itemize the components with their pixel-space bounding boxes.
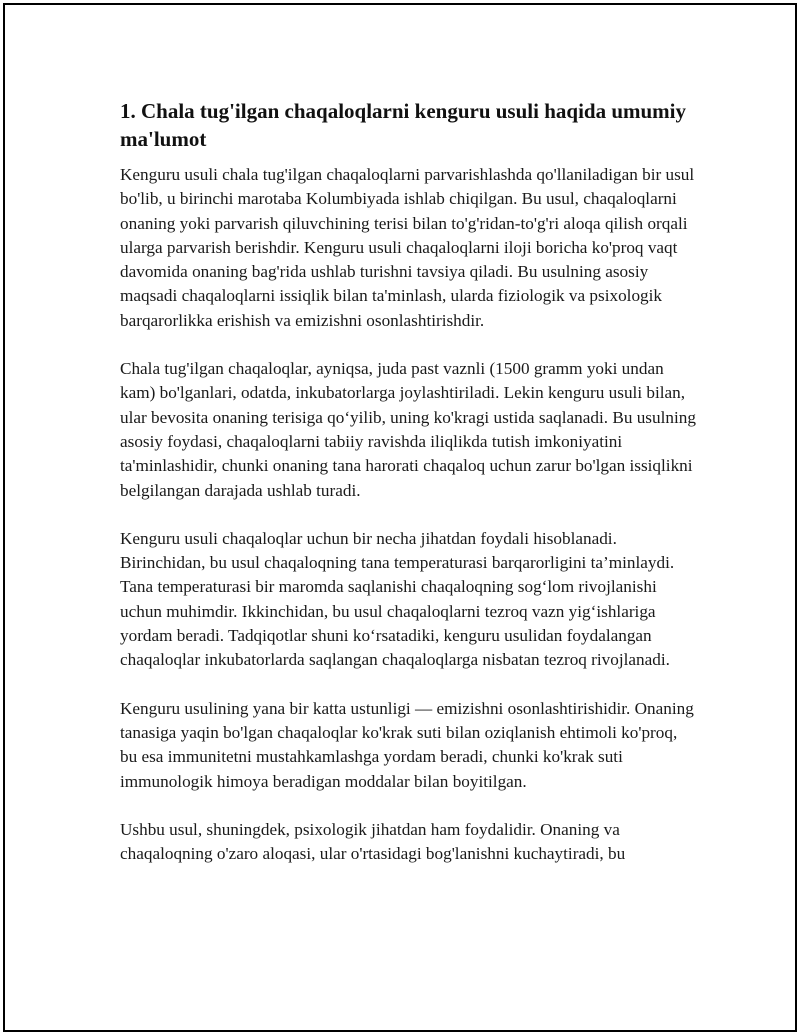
paragraph-5: Ushbu usul, shuningdek, psixologik jihatdan ham foydalidir. Onaning va chaqaloqning o'zaro aloqasi, ular o'rtasidagi bog'lanishni kuchaytiradi, bu (120, 819, 626, 864)
page-frame (3, 3, 797, 1032)
document-body (120, 97, 698, 890)
paragraph-4: Kenguru usulining yana bir katta ustunligi — emizishni osonlashtirishidir. Onaning tanasiga yaqin bo'lgan chaqaloqlar ko'krak suti bilan oziqlanish ehtimoli ko'proq, bu esa immunitetni mustahkamlashga yordam beradi, chunki ko'krak suti immunologik himoya beradigan moddalar bilan boyitilgan. (120, 698, 694, 791)
paragraph-1: Kenguru usuli chala tug'ilgan chaqaloqlarni parvarishlashda qo'llaniladigan bir usul bo'lib, u birinchi marotaba Kolumbiyada ishlab chiqilgan. Bu usul, chaqaloqlarni onaning yoki parvarish qiluvchining terisi bilan to'g'ridan-to'g'ri aloqa qilish orqali ularga parvarish berishdir. Kenguru usuli chaqaloqlarni iloji boricha ko'proq vaqt davomida onaning bag'rida ushlab turishni tavsiya qiladi. Bu usulning asosiy maqsadi chaqaloqlarni issiqlik bilan ta'minlash, ularda fiziologik va psixologik barqarorlikka erishish va emizishni osonlashtirishdir. (120, 165, 695, 330)
section-heading: 1. Chala tug'ilgan chaqaloqlarni kenguru usuli haqida umumiy ma'lumot (120, 99, 687, 151)
paragraph-2: Chala tug'ilgan chaqaloqlar, ayniqsa, juda past vaznli (1500 gramm yoki undan kam) bo'lganlari, odatda, inkubatorlarga joylashtiriladi. Lekin kenguru usuli bilan, ular bevosita onaning terisiga qo‘yilib, uning ko'kragi ustida saqlanadi. Bu usulning asosiy foydasi, chaqaloqlarni tabiiy ravishda iliqlikda tutish imkoniyatini ta'minlashidir, chunki onaning tana harorati chaqaloq uchun zarur bo'lgan issiqlikni belgilangan darajada ushlab turadi. (120, 359, 696, 500)
paragraph-3: Kenguru usuli chaqaloqlar uchun bir necha jihatdan foydali hisoblanadi. Birinchidan, bu usul chaqaloqning tana temperaturasi barqarorligini ta’minlaydi. Tana temperaturasi bir maromda saqlanishi chaqaloqning sog‘lom rivojlanishi uchun muhimdir. Ikkinchidan, bu usul chaqaloqlarni tezroq vazn yig‘ishlariga yordam beradi. Tadqiqotlar shuni ko‘rsatadiki, kenguru usulidan foydalangan chaqaloqlar inkubatorlarda saqlangan chaqaloqlarga nisbatan tezroq rivojlanadi. (120, 528, 675, 670)
